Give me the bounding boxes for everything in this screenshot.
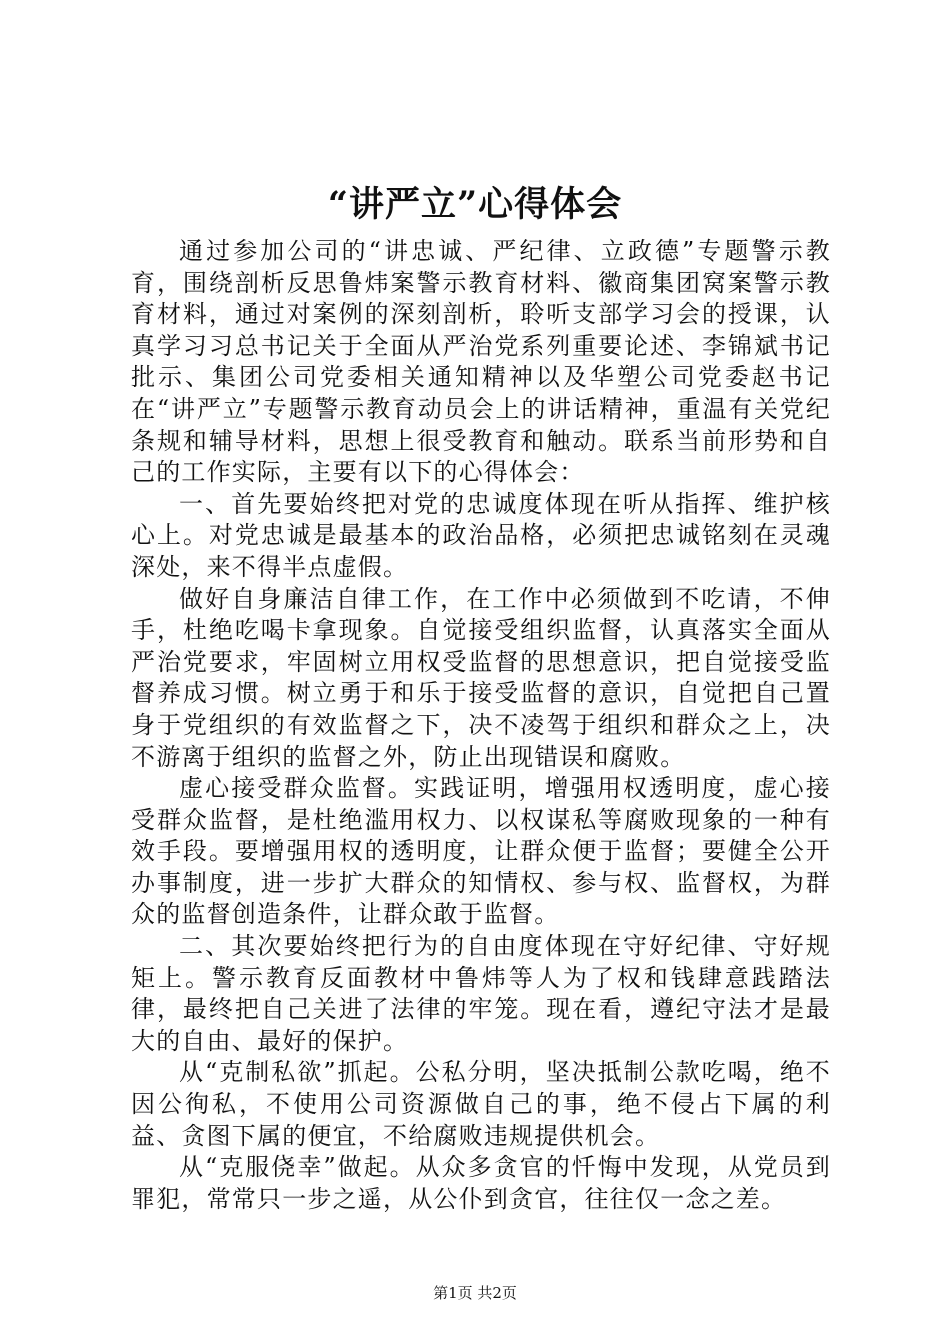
paragraph-point-one: 一、首先要始终把对党的忠诚度体现在听从指挥、维护核心上。对党忠诚是最基本的政治品格，必须把忠诚铭刻在灵魂深处，来不得半点虚假。 bbox=[131, 489, 831, 581]
page-number-footer: 第1页 共2页 bbox=[433, 1284, 517, 1302]
paragraph-intro: 通过参加公司的“讲忠诚、严纪律、立政德”专题警示教育，围绕剖析反思鲁炜案警示教育材料、徽商集团窝案警示教育材料，通过对案例的深刻剖析，聆听支部学习会的授课，认真学习习总书记关于全面从严治党系列重要论述、李锦斌书记批示、集团公司党委相关通知精神以及华塑公司党委赵书记在“讲严立”专题警示教育动员会上的讲话精神，重温有关党纪条规和辅导材料，思想上很受教育和触动。联系当前形势和自己的工作实际，主要有以下的心得体会： bbox=[131, 237, 831, 487]
paragraph-restrain-desire: 从“克制私欲”抓起。公私分明，坚决抵制公款吃喝，绝不因公徇私，不使用公司资源做自己的事，绝不侵占下属的利益、贪图下属的便宜，不给腐败违规提供机会。 bbox=[131, 1058, 831, 1150]
document-title: “讲严立”心得体会 bbox=[327, 184, 623, 225]
paragraph-self-discipline: 做好自身廉洁自律工作，在工作中必须做到不吃请，不伸手，杜绝吃喝卡拿现象。自觉接受组织监督，认真落实全面从严治党要求，牢固树立用权受监督的思想意识，把自觉接受监督养成习惯。树立勇于和乐于接受监督的意识，自觉把自己置身于党组织的有效监督之下，决不凌驾于组织和群众之上，决不游离于组织的监督之外，防止出现错误和腐败。 bbox=[131, 584, 831, 771]
paragraph-public-supervision: 虚心接受群众监督。实践证明，增强用权透明度，虚心接受群众监督，是杜绝滥用权力、以权谋私等腐败现象的一种有效手段。要增强用权的透明度，让群众便于监督；要健全公开办事制度，进一步扩大群众的知情权、参与权、监督权，为群众的监督创造条件，让群众敢于监督。 bbox=[131, 774, 831, 929]
paragraph-point-two: 二、其次要始终把行为的自由度体现在守好纪律、守好规矩上。警示教育反面教材中鲁炜等人为了权和钱肆意践踏法律，最终把自己关进了法律的牢笼。现在看，遵纪守法才是最大的自由、最好的保护。 bbox=[131, 932, 831, 1055]
paragraph-overcome-luck: 从“克服侥幸”做起。从众多贪官的忏悔中发现，从党员到罪犯，常常只一步之遥，从公仆到贪官，往往仅一念之差。 bbox=[131, 1153, 831, 1213]
document-body bbox=[131, 236, 831, 1215]
